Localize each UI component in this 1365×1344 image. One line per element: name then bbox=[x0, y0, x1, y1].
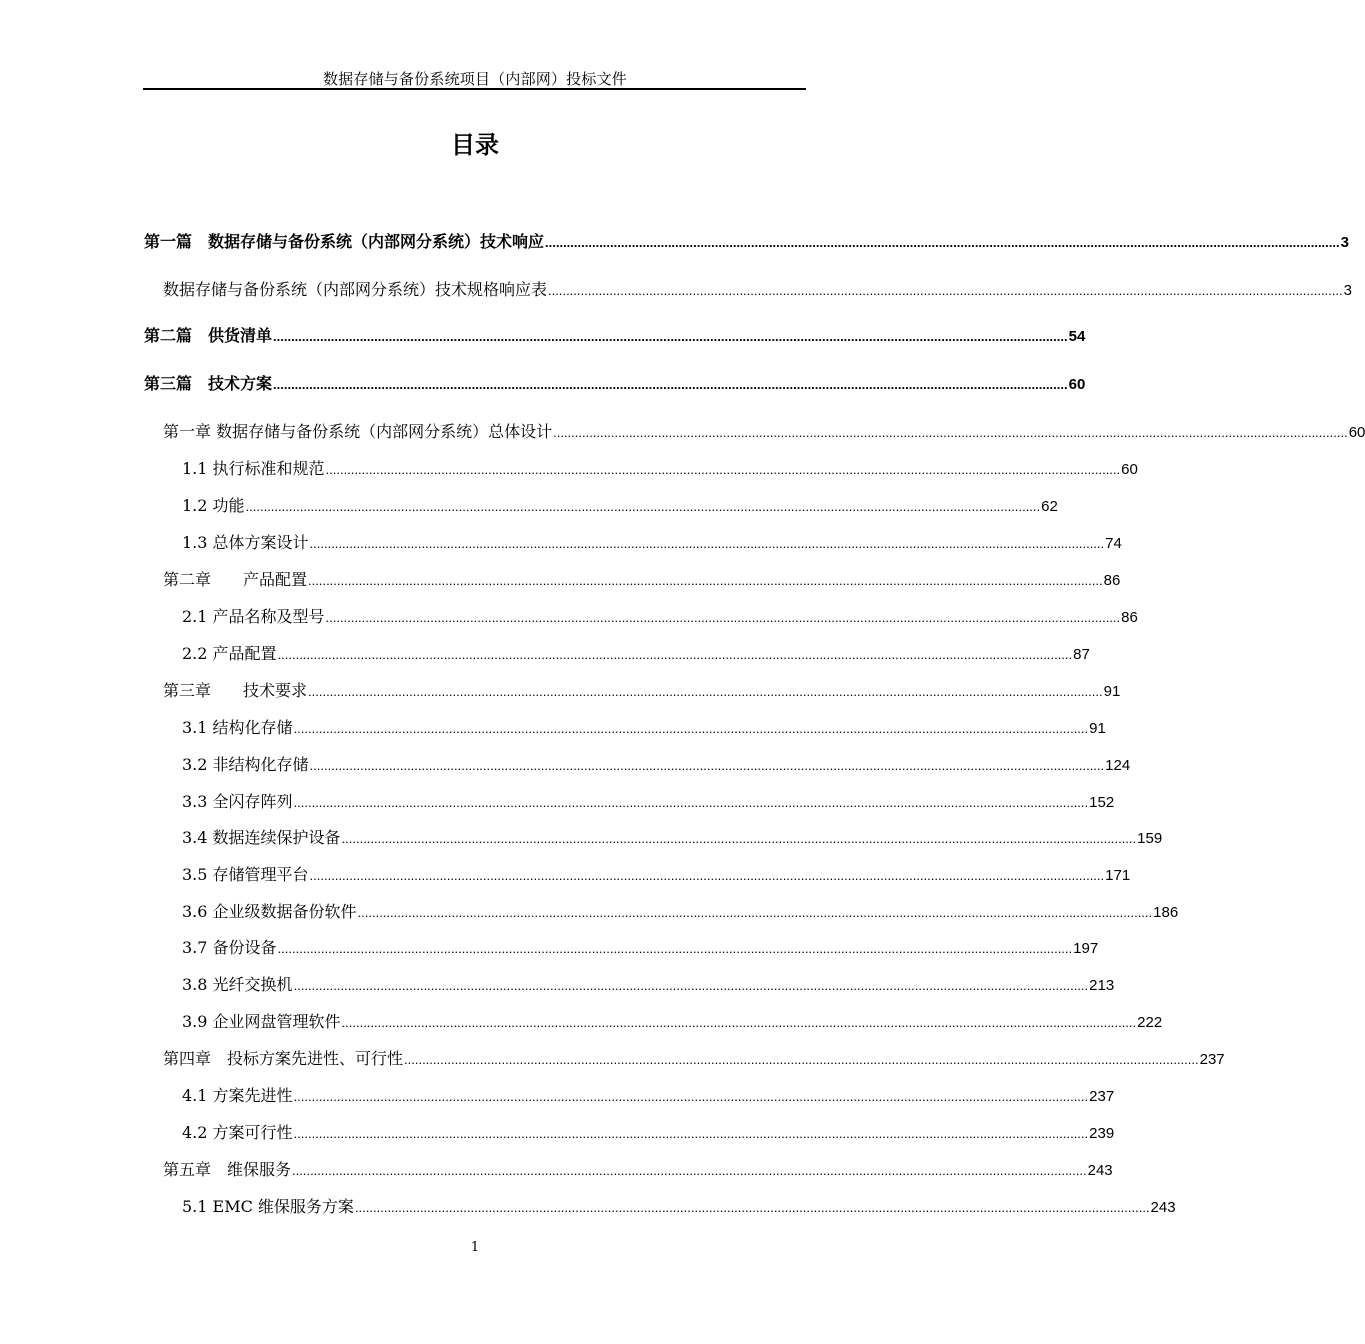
toc-entry-label: 第二章 产品配置 bbox=[163, 570, 308, 589]
toc-entry-page: 237 bbox=[1089, 1088, 1115, 1105]
running-header: 数据存储与备份系统项目（内部网）投标文件 bbox=[322, 70, 627, 88]
toc-entry-page: 222 bbox=[1137, 1014, 1163, 1031]
toc-entry-label: 第四章 投标方案先进性、可行性 bbox=[163, 1049, 404, 1068]
toc-entry[interactable] bbox=[144, 229, 1349, 253]
toc-entry-page: 91 bbox=[1103, 683, 1121, 700]
toc-entry-label: 3.5 存储管理平台 bbox=[182, 865, 309, 884]
toc-dot-leader: ............................................................................................................................................................................................................................ bbox=[325, 462, 1121, 477]
toc-entry-label: 5.1 EMC 维保服务方案 bbox=[182, 1197, 354, 1216]
toc-entry[interactable] bbox=[144, 371, 1086, 395]
toc-dot-leader: ............................................................................................................................................................................................................................ bbox=[341, 831, 1137, 846]
toc-entry-label: 数据存储与备份系统（内部网分系统）技术规格响应表 bbox=[163, 280, 548, 299]
toc-entry-page: 74 bbox=[1105, 535, 1122, 552]
toc-entry[interactable] bbox=[182, 604, 1138, 628]
toc-dot-leader: ............................................................................................................................................................................................................................ bbox=[545, 235, 1340, 250]
toc-entry-label: 第五章 维保服务 bbox=[163, 1160, 292, 1179]
toc-entry[interactable] bbox=[182, 456, 1138, 480]
toc-entry-label: 3.8 光纤交换机 bbox=[182, 975, 293, 994]
toc-dot-leader: ............................................................................................................................................................................................................................ bbox=[548, 283, 1343, 298]
toc-entry-page: 186 bbox=[1153, 904, 1179, 921]
toc-entry[interactable] bbox=[182, 825, 1163, 849]
toc-entry-label: 3.6 企业级数据备份软件 bbox=[182, 902, 357, 921]
toc-entry[interactable] bbox=[182, 1120, 1115, 1144]
toc-entry-page: 86 bbox=[1121, 609, 1138, 626]
toc-entry-page: 243 bbox=[1087, 1162, 1113, 1179]
toc-dot-leader: ............................................................................................................................................................................................................................ bbox=[308, 684, 1103, 699]
toc-entry-label: 第一篇 数据存储与备份系统（内部网分系统）技术响应 bbox=[144, 232, 545, 251]
toc-entry-page: 197 bbox=[1073, 940, 1099, 957]
toc-entry-label: 3.3 全闪存阵列 bbox=[182, 792, 293, 811]
toc-entry-label: 4.2 方案可行性 bbox=[182, 1123, 293, 1142]
toc-entry-page: 87 bbox=[1073, 646, 1090, 663]
toc-entry-page: 3 bbox=[1343, 282, 1352, 299]
header-rule bbox=[143, 88, 806, 90]
toc-entry[interactable] bbox=[144, 323, 1086, 347]
toc-entry-label: 3.1 结构化存储 bbox=[182, 718, 293, 737]
toc-entry-page: 237 bbox=[1199, 1051, 1225, 1068]
toc-entry-label: 1.3 总体方案设计 bbox=[182, 533, 309, 552]
toc-dot-leader: ............................................................................................................................................................................................................................ bbox=[245, 499, 1041, 514]
toc-entry[interactable] bbox=[182, 752, 1131, 776]
toc-title: 目录 bbox=[451, 131, 499, 159]
toc-entry-label: 第二篇 供货清单 bbox=[144, 326, 273, 345]
toc-dot-leader: ............................................................................................................................................................................................................................ bbox=[277, 647, 1073, 662]
toc-entry-label: 第一章 数据存储与备份系统（内部网分系统）总体设计 bbox=[163, 422, 553, 441]
toc-entry[interactable] bbox=[163, 567, 1121, 591]
toc-entry-label: 3.2 非结构化存储 bbox=[182, 755, 309, 774]
toc-entry-page: 124 bbox=[1105, 757, 1131, 774]
toc-entry[interactable] bbox=[182, 972, 1115, 996]
toc-entry[interactable] bbox=[182, 935, 1099, 959]
toc-dot-leader: ............................................................................................................................................................................................................................ bbox=[341, 1015, 1137, 1030]
toc-dot-leader: ............................................................................................................................................................................................................................ bbox=[293, 795, 1089, 810]
toc-dot-leader: ............................................................................................................................................................................................................................ bbox=[309, 868, 1105, 883]
toc-entry-label: 3.4 数据连续保护设备 bbox=[182, 828, 341, 847]
toc-dot-leader: ............................................................................................................................................................................................................................ bbox=[292, 1163, 1087, 1178]
toc-dot-leader: ............................................................................................................................................................................................................................ bbox=[273, 377, 1068, 392]
toc-entry-label: 2.2 产品配置 bbox=[182, 644, 277, 663]
toc-entry-label: 2.1 产品名称及型号 bbox=[182, 607, 325, 626]
toc-entry-label: 3.7 备份设备 bbox=[182, 938, 277, 957]
toc-entry[interactable] bbox=[182, 641, 1090, 665]
toc-entry[interactable] bbox=[163, 1157, 1113, 1181]
toc-entry[interactable] bbox=[182, 1194, 1176, 1218]
toc-entry[interactable] bbox=[163, 678, 1121, 702]
toc-dot-leader: ............................................................................................................................................................................................................................ bbox=[404, 1052, 1199, 1067]
toc-entry-page: 239 bbox=[1089, 1125, 1115, 1142]
toc-entry-page: 171 bbox=[1105, 867, 1131, 884]
toc-entry[interactable] bbox=[182, 862, 1131, 886]
toc-dot-leader: ............................................................................................................................................................................................................................ bbox=[553, 425, 1348, 440]
toc-entry[interactable] bbox=[163, 277, 1352, 301]
toc-dot-leader: ............................................................................................................................................................................................................................ bbox=[293, 1089, 1089, 1104]
toc-entry-page: 60 bbox=[1121, 461, 1138, 478]
toc-dot-leader: ............................................................................................................................................................................................................................ bbox=[309, 758, 1105, 773]
toc-entry[interactable] bbox=[163, 1046, 1225, 1070]
toc-entry[interactable] bbox=[182, 715, 1106, 739]
toc-dot-leader: ............................................................................................................................................................................................................................ bbox=[309, 536, 1105, 551]
toc-entry-page: 213 bbox=[1089, 977, 1115, 994]
toc-entry[interactable] bbox=[182, 493, 1058, 517]
toc-entry-label: 3.9 企业网盘管理软件 bbox=[182, 1012, 341, 1031]
toc-entry-label: 1.1 执行标准和规范 bbox=[182, 459, 325, 478]
toc-entry-page: 159 bbox=[1137, 830, 1163, 847]
toc-entry-page: 86 bbox=[1103, 572, 1121, 589]
toc-entry[interactable] bbox=[182, 1009, 1163, 1033]
toc-entry[interactable] bbox=[182, 899, 1179, 923]
toc-dot-leader: ............................................................................................................................................................................................................................ bbox=[293, 978, 1089, 993]
toc-entry-label: 第三篇 技术方案 bbox=[144, 374, 273, 393]
toc-entry-page: 243 bbox=[1150, 1199, 1176, 1216]
toc-entry-page: 3 bbox=[1340, 234, 1349, 251]
toc-entry-label: 1.2 功能 bbox=[182, 496, 245, 515]
toc-entry-page: 62 bbox=[1041, 498, 1058, 515]
toc-dot-leader: ............................................................................................................................................................................................................................ bbox=[293, 721, 1089, 736]
toc-entry-page: 60 bbox=[1348, 424, 1365, 441]
toc-entry-page: 152 bbox=[1089, 794, 1115, 811]
toc-entry-page: 91 bbox=[1089, 720, 1106, 737]
toc-dot-leader: ............................................................................................................................................................................................................................ bbox=[308, 573, 1103, 588]
toc-dot-leader: ............................................................................................................................................................................................................................ bbox=[293, 1126, 1089, 1141]
toc-entry[interactable] bbox=[182, 789, 1115, 813]
toc-dot-leader: ............................................................................................................................................................................................................................ bbox=[357, 905, 1153, 920]
toc-entry-page: 54 bbox=[1068, 328, 1086, 345]
toc-dot-leader: ............................................................................................................................................................................................................................ bbox=[277, 941, 1073, 956]
toc-entry[interactable] bbox=[163, 419, 1365, 443]
page-number: 1 bbox=[470, 1240, 480, 1255]
toc-entry-page: 60 bbox=[1068, 376, 1086, 393]
toc-entry-label: 4.1 方案先进性 bbox=[182, 1086, 293, 1105]
toc-dot-leader: ............................................................................................................................................................................................................................ bbox=[354, 1200, 1150, 1215]
toc-entry[interactable] bbox=[182, 1083, 1115, 1107]
toc-entry[interactable] bbox=[182, 530, 1122, 554]
toc-dot-leader: ............................................................................................................................................................................................................................ bbox=[273, 329, 1068, 344]
toc-dot-leader: ............................................................................................................................................................................................................................ bbox=[325, 610, 1121, 625]
toc-entry-label: 第三章 技术要求 bbox=[163, 681, 308, 700]
